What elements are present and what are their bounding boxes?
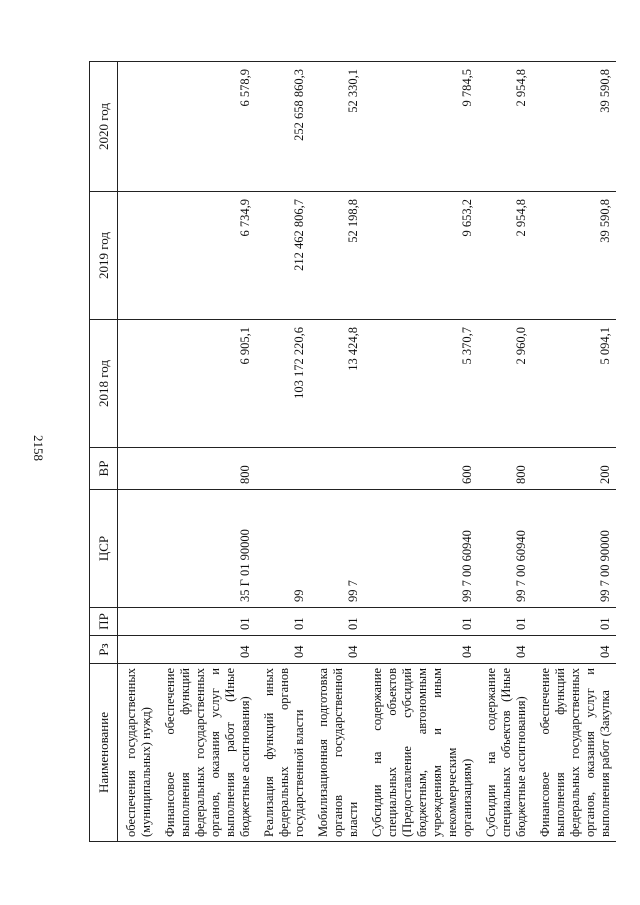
row-2020: 9 784,5 [364,62,478,192]
row-2019: 52 198,8 [310,192,364,320]
row-name: Финансовое обеспечение выполнения функций федеральных государственных органов, оказания услуг и выполнения работ (Иные бюджетные ассигнования) [157,664,256,842]
header-csr: ЦСР [90,490,118,608]
row-csr: 99 7 00 60940 [478,490,532,608]
row-name: обеспечения государственных (муниципальных) нужд) [118,664,158,842]
row-vr: 800 [157,448,256,490]
header-2019: 2019 год [90,192,118,320]
header-vr: ВР [90,448,118,490]
row-vr [310,448,364,490]
row-2019: 212 462 806,7 [256,192,310,320]
row-csr: 35 Г 01 90000 [157,490,256,608]
row-name: Финансовое обеспечение выполнения функций федеральных государственных органов, оказания услуг и выполнения работ (Закупка [532,664,616,842]
row-2020 [118,62,158,192]
row-pr: 01 [478,608,532,636]
row-2018: 103 172 220,6 [256,320,310,448]
table-row [364,62,478,842]
row-pr: 01 [157,608,256,636]
row-2018: 6 905,1 [157,320,256,448]
row-pr: 01 [532,608,616,636]
row-2019: 6 734,9 [157,192,256,320]
budget-table-sheet [89,62,619,842]
row-2020: 39 590,8 [532,62,616,192]
row-name: Мобилизационная подготовка органов государственной власти [310,664,364,842]
row-rz: 04 [478,636,532,664]
row-2020: 6 578,9 [157,62,256,192]
row-2019: 9 653,2 [364,192,478,320]
row-2020: 52 330,1 [310,62,364,192]
row-2019: 2 954,8 [478,192,532,320]
table-row [118,62,158,842]
row-2020: 2 954,8 [478,62,532,192]
row-2018: 2 960,0 [478,320,532,448]
row-csr: 99 [256,490,310,608]
row-2020: 252 658 860,3 [256,62,310,192]
table-row [256,62,310,842]
row-csr [118,490,158,608]
row-rz [118,636,158,664]
row-name: Субсидии на содержание специальных объектов (Предоставление субсидий бюджетным, автономным учреждениям и иным некоммерческим организациям) [364,664,478,842]
row-2018: 13 424,8 [310,320,364,448]
row-vr: 200 [532,448,616,490]
page-number: 2158 [31,435,46,461]
row-pr: 01 [256,608,310,636]
row-vr: 800 [478,448,532,490]
row-rz: 04 [532,636,616,664]
row-rz: 04 [256,636,310,664]
row-name: Субсидии на содержание специальных объектов (Иные бюджетные ассигнования) [478,664,532,842]
table-header-row [90,62,118,842]
table-row [157,62,256,842]
header-rz: Рз [90,636,118,664]
table-row [310,62,364,842]
header-pr: ПР [90,608,118,636]
row-name: Реализация функций иных федеральных органов государственной власти [256,664,310,842]
row-2018: 5 094,1 [532,320,616,448]
row-csr: 99 7 00 60940 [364,490,478,608]
row-2019 [118,192,158,320]
row-rz: 04 [157,636,256,664]
row-rz: 04 [310,636,364,664]
budget-allocation-table [89,61,616,842]
row-vr: 600 [364,448,478,490]
table-row [478,62,532,842]
table-row [532,62,616,842]
row-vr [256,448,310,490]
row-csr: 99 7 00 90000 [532,490,616,608]
row-2019: 39 590,8 [532,192,616,320]
header-2018: 2018 год [90,320,118,448]
row-pr: 01 [310,608,364,636]
row-pr [118,608,158,636]
row-2018 [118,320,158,448]
row-pr: 01 [364,608,478,636]
row-rz: 04 [364,636,478,664]
row-vr [118,448,158,490]
header-name: Наименование [90,664,118,842]
row-csr: 99 7 [310,490,364,608]
header-2020: 2020 год [90,62,118,192]
row-2018: 5 370,7 [364,320,478,448]
